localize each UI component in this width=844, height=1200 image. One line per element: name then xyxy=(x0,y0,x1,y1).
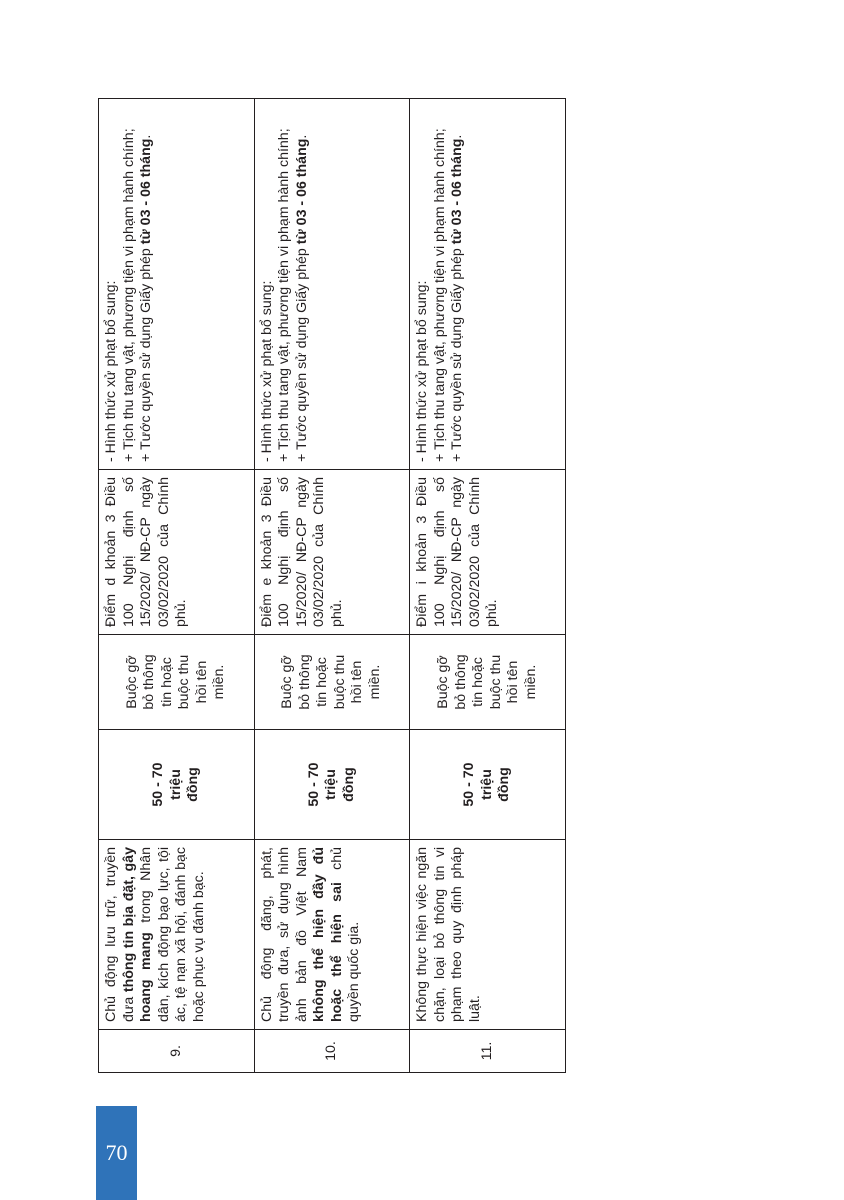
act-text: Chủ động đăng, phát, truyền đưa, sử dụng hình ảnh bản đồ Việt Nam xyxy=(258,847,310,1022)
act-text: chủ quyền quốc gia. xyxy=(328,847,363,1022)
extra-item: + Tịch thu tang vật, phương tiện vi phạm hành chính; xyxy=(431,128,448,462)
remedial-measure xyxy=(99,635,255,730)
extra-heading: - Hình thức xử phạt bổ sung: xyxy=(103,280,119,462)
violation-act xyxy=(99,840,255,1030)
rotated-table-container xyxy=(98,98,566,1073)
remedy-line: miền. xyxy=(366,664,383,700)
fine-range: 50 - 70 xyxy=(461,762,478,807)
remedy-line: bỏ thông xyxy=(141,654,158,710)
page-number: 70 xyxy=(105,1140,128,1165)
page-number-badge xyxy=(96,1106,137,1200)
table-row xyxy=(410,99,566,1073)
fine-unit: triệu xyxy=(478,769,495,800)
remedy-line: hồi tên xyxy=(193,660,210,704)
act-text: trong Nhân dân, kích động bạo lực, tội ác, tệ nạn xã hội, đánh bạc hoặc phục vụ đánh bạc. xyxy=(138,847,207,1022)
additional-penalty xyxy=(99,99,255,470)
extra-item: + Tước quyền sử dụng Giấy phép từ 03 - 06 tháng. xyxy=(449,134,466,462)
act-text-bold: thông tin bịa đặt, gây hoang mang xyxy=(120,847,154,1022)
fine-currency: đồng xyxy=(340,767,357,802)
fine-range: 50 - 70 xyxy=(305,762,322,807)
remedy-line: Buộc gỡ xyxy=(123,655,140,709)
legal-basis: Điểm i khoản 3 Điều 100 Nghị định số 15/2020/ NĐ-CP ngày 03/02/2020 của Chính phủ. xyxy=(410,470,566,635)
extra-duration: từ 03 - 06 tháng xyxy=(138,138,154,245)
row-number: 9. xyxy=(99,1030,255,1073)
act-text: Không thực hiện việc ngăn chặn, loại bỏ thông tin vi phạm theo quy định pháp luật. xyxy=(414,847,483,1022)
table-row xyxy=(254,99,410,1073)
remedial-measure xyxy=(410,635,566,730)
remedy-line: tin hoặc xyxy=(470,657,487,707)
remedy-line: tin hoặc xyxy=(158,657,175,707)
fine-unit: triệu xyxy=(167,769,184,800)
fine-amount xyxy=(254,730,410,840)
row-number: 10. xyxy=(254,1030,410,1073)
extra-heading: - Hình thức xử phạt bổ sung: xyxy=(414,280,431,462)
fine-range: 50 - 70 xyxy=(150,762,167,807)
remedy-line: hồi tên xyxy=(349,660,366,704)
row-number: 11. xyxy=(410,1030,566,1073)
additional-penalty xyxy=(254,99,410,470)
remedy-line: Buộc gỡ xyxy=(435,655,452,709)
fine-amount xyxy=(410,730,566,840)
extra-heading: - Hình thức xử phạt bổ sung: xyxy=(258,280,275,462)
legal-basis: Điểm d khoản 3 Điều 100 Nghị định số 15/2020/ NĐ-CP ngày 03/02/2020 của Chính phủ. xyxy=(99,470,255,635)
extra-duration: từ 03 - 06 tháng xyxy=(293,138,310,245)
extra-item: + Tịch thu tang vật, phương tiện vi phạm hành chính; xyxy=(276,128,293,462)
fine-amount xyxy=(99,730,255,840)
fine-currency: đồng xyxy=(185,767,202,802)
remedy-line: buộc thu xyxy=(176,654,193,710)
remedy-line: tin hoặc xyxy=(314,657,331,707)
additional-penalty xyxy=(410,99,566,470)
table-row xyxy=(99,99,255,1073)
remedy-line: hồi tên xyxy=(505,660,522,704)
remedy-line: miền. xyxy=(211,664,228,700)
remedy-line: miền. xyxy=(522,664,539,700)
remedy-line: bỏ thông xyxy=(452,654,469,710)
remedy-line: buộc thu xyxy=(487,654,504,710)
remedy-line: buộc thu xyxy=(331,654,348,710)
remedy-line: bỏ thông xyxy=(296,654,313,710)
act-text: Chủ động lưu trữ, truyền đưa xyxy=(103,847,137,1022)
act-text-bold: không thể hiện đầy đủ hoặc thể hiện sai xyxy=(311,847,345,1022)
extra-item: + Tước quyền sử dụng Giấy phép từ 03 - 06 tháng. xyxy=(293,134,310,462)
extra-item: + Tước quyền sử dụng Giấy phép từ 03 - 06 tháng. xyxy=(138,134,154,462)
extra-item: + Tịch thu tang vật, phương tiện vi phạm hành chính; xyxy=(120,128,137,462)
violation-act xyxy=(254,840,410,1030)
violation-act xyxy=(410,840,566,1030)
extra-duration: từ 03 - 06 tháng xyxy=(449,138,466,245)
fine-currency: đồng xyxy=(496,767,513,802)
fine-unit: triệu xyxy=(323,769,340,800)
violations-table xyxy=(98,98,566,1073)
legal-basis: Điểm e khoản 3 Điều 100 Nghị định số 15/2020/ NĐ-CP ngày 03/02/2020 của Chính phủ. xyxy=(254,470,410,635)
remedial-measure xyxy=(254,635,410,730)
remedy-line: Buộc gỡ xyxy=(279,655,296,709)
